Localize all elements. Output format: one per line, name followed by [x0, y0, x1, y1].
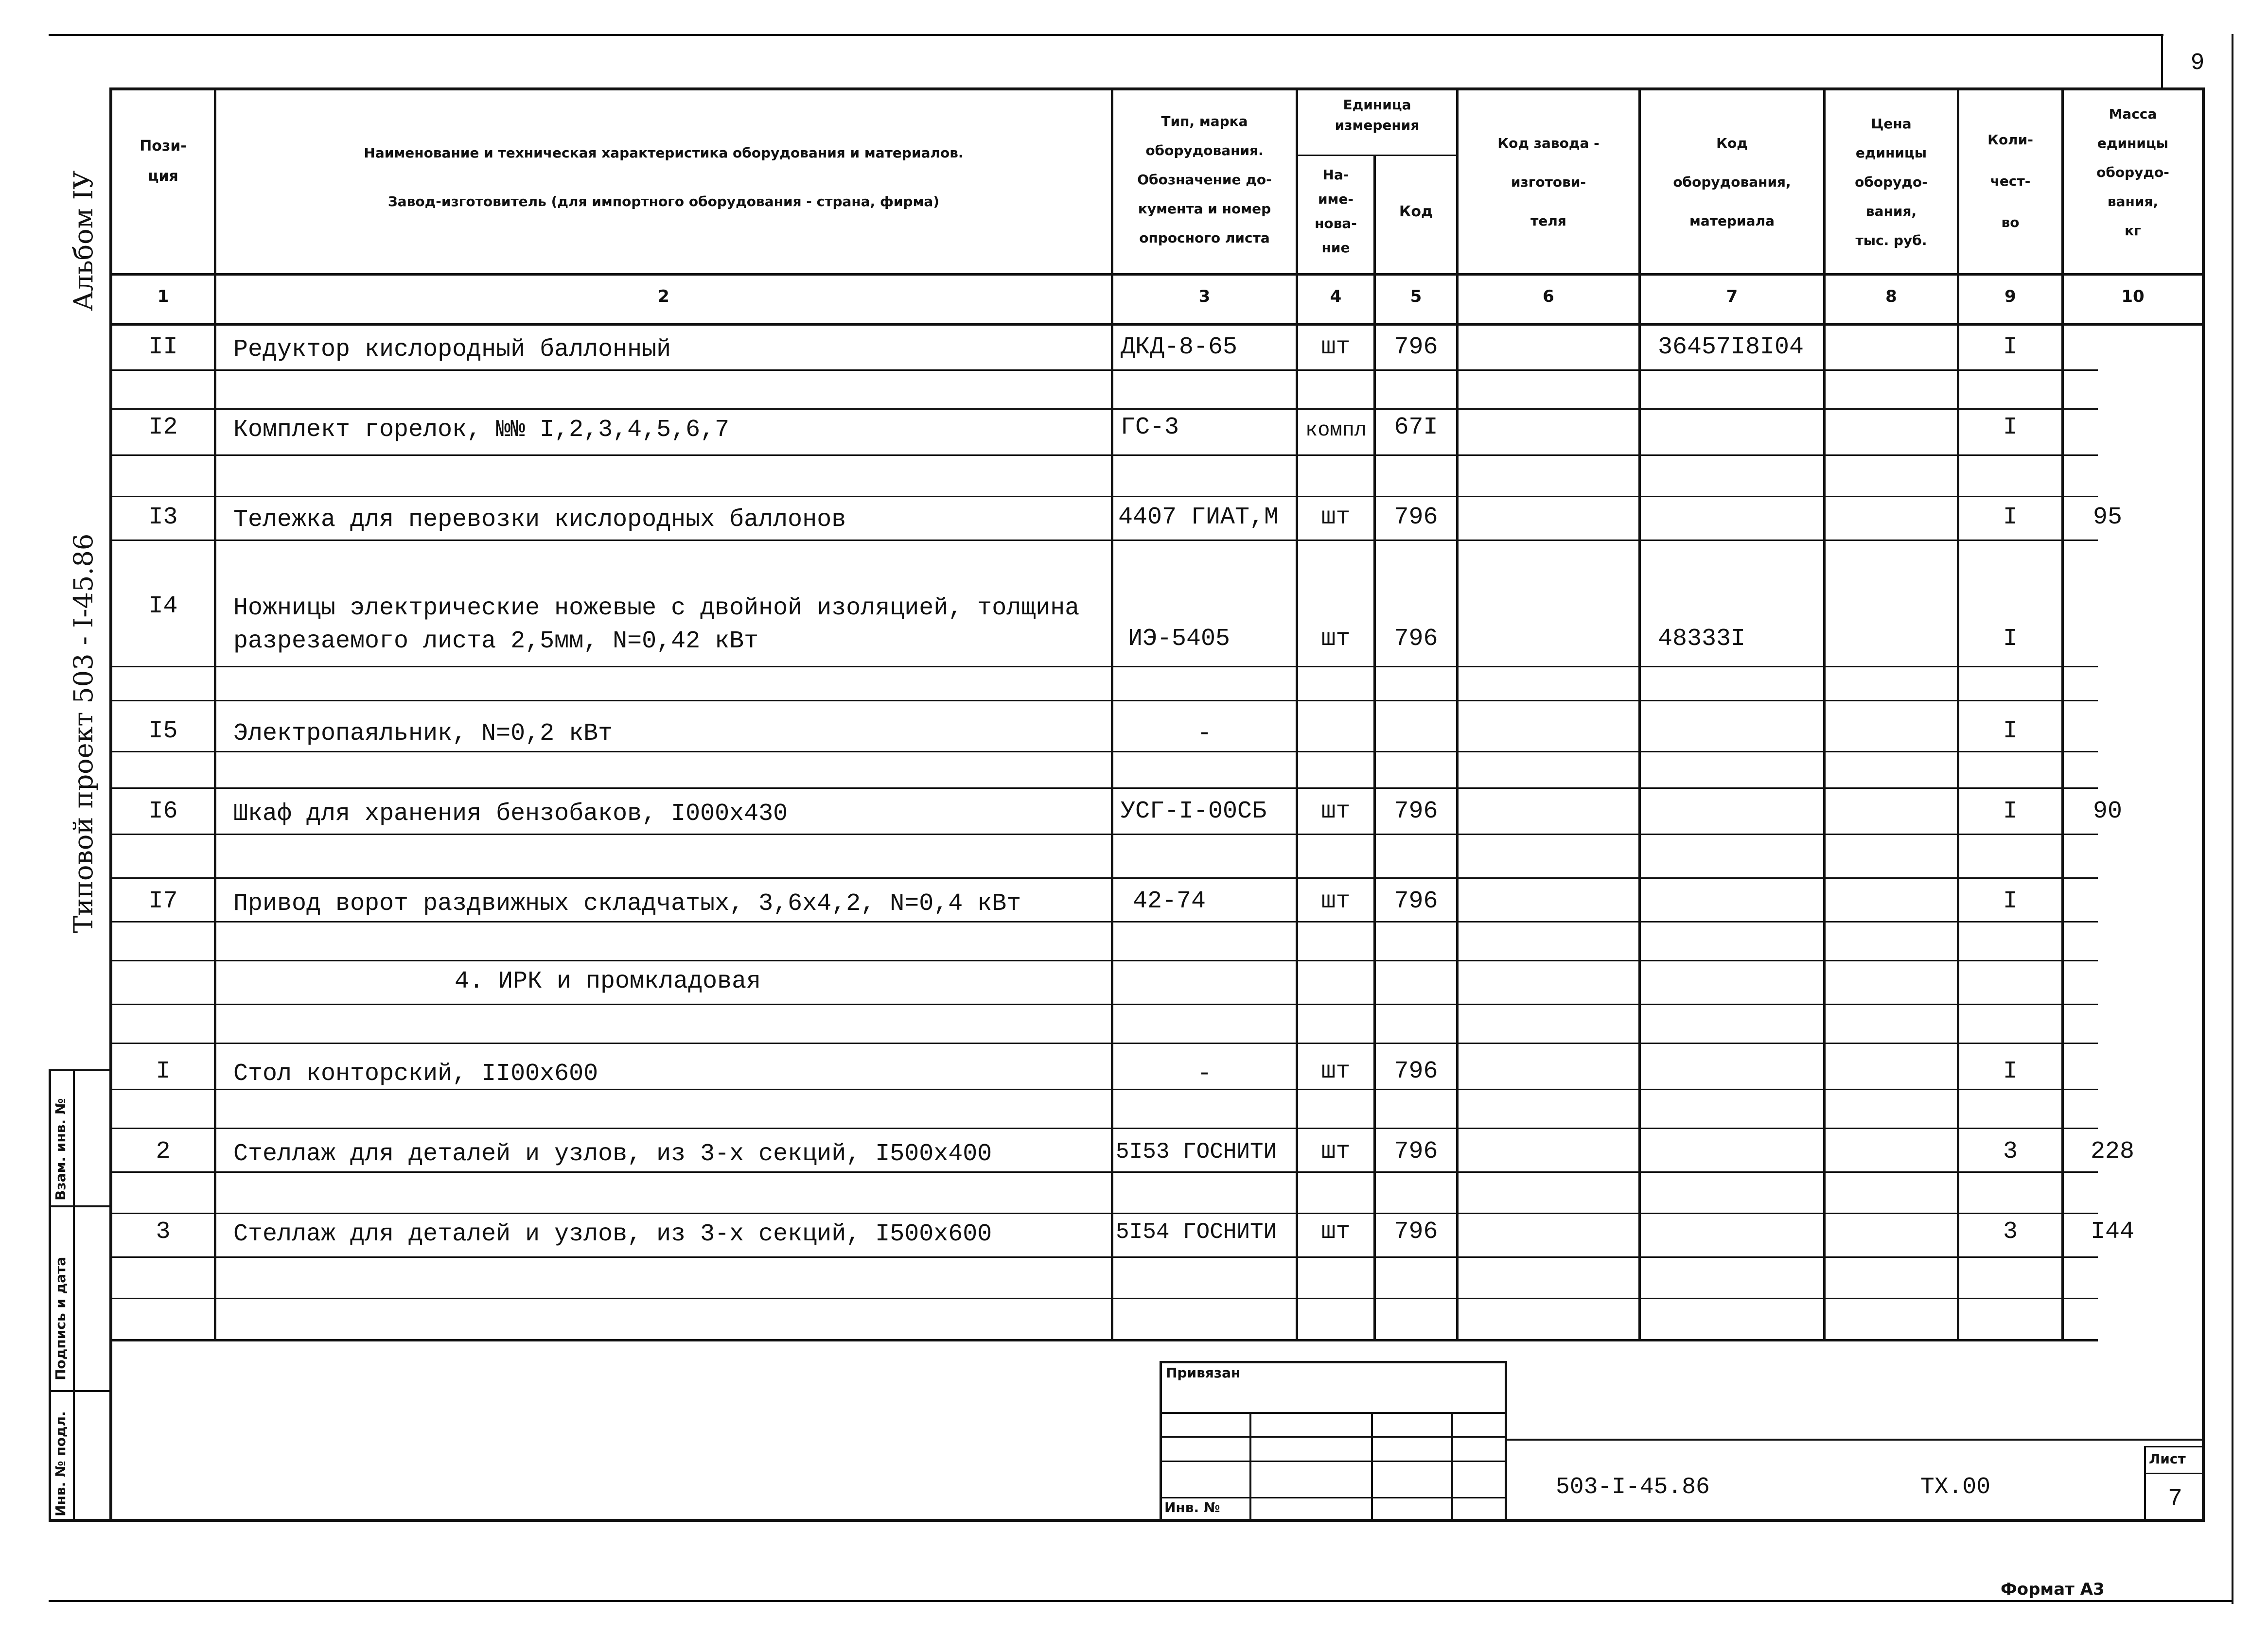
row-unit: шт	[1321, 1058, 1351, 1085]
row-code: 796	[1394, 1138, 1438, 1166]
sheet-label: Лист	[2149, 1451, 2186, 1467]
hdr-price: Цена единицы оборудо- вания, тыс. руб.	[1855, 116, 1928, 248]
row-position: II	[148, 333, 178, 361]
frame-bottom	[49, 1519, 2205, 1522]
row-qty: I	[2003, 888, 2018, 915]
frame-top	[109, 87, 2205, 90]
hdr-type: Тип, марка оборудования. Обозначение до- кумента и номер опросного листа	[1137, 113, 1272, 246]
unit-sep	[1296, 155, 1456, 156]
row-qty: 3	[2003, 1218, 2018, 1246]
row-mass: 90	[2093, 798, 2123, 825]
row-code: 796	[1394, 888, 1438, 915]
section-heading: 4. ИРК и промкладовая	[455, 968, 761, 995]
row-name: Шкаф для хранения бензобаков, I000x430	[233, 800, 788, 828]
hdr-position: Пози- ция	[140, 138, 187, 185]
row-equip-code: 48333I	[1658, 625, 1746, 653]
row-name: Ножницы электрические ножевые с двойной изоляцией, толщина	[233, 594, 1080, 622]
row-equip-code: 36457I8I04	[1658, 333, 1804, 361]
stamp-div-1	[49, 1205, 112, 1207]
stamp-strip-top	[49, 1069, 112, 1071]
row-name: Привод ворот раздвижных складчатых, 3,6x4,2, N=0,4 кВт	[233, 890, 1021, 918]
row-unit: шт	[1321, 888, 1351, 915]
inv-label: Инв. №	[1164, 1499, 1220, 1515]
document-code: 503-I-45.86	[1556, 1474, 1710, 1500]
row-qty: I	[2003, 798, 2018, 825]
row-mass: 228	[2091, 1138, 2135, 1166]
row-qty: 3	[2003, 1138, 2018, 1166]
row-qty: I	[2003, 717, 2018, 745]
row-type: -	[1197, 720, 1212, 748]
row-qty: I	[2003, 333, 2018, 361]
row-name: Редуктор кислородный баллонный	[233, 336, 671, 364]
hdr-equip-code: Код оборудования, материала	[1673, 135, 1791, 229]
row-qty: I	[2003, 414, 2018, 441]
row-position: I	[156, 1058, 171, 1085]
bottom-rule	[49, 1600, 2232, 1602]
row-qty: I	[2003, 625, 2018, 653]
row-name-cont: разрезаемого листа 2,5мм, N=0,42 кВт	[233, 627, 759, 655]
stamp-inv-orig: Инв. № подл.	[53, 1411, 69, 1516]
hdr-name: Наименование и техническая характеристика оборудования и материалов. Завод-изготовитель (для импортного оборудования - страна, фирма)	[364, 145, 964, 209]
hdr-unit-name: На- име- нова- ние	[1315, 167, 1357, 256]
hdr-qty: Коли- чест- во	[1987, 132, 2033, 230]
hdr-unit-code: Код	[1399, 203, 1433, 220]
header-line-b	[109, 323, 2205, 326]
stamp-strip-left	[49, 1069, 51, 1521]
bound-label: Привязан	[1166, 1365, 1241, 1381]
sheet-num-box-left	[2161, 34, 2163, 90]
stamp-signature-date: Подпись и дата	[53, 1256, 69, 1380]
row-position: I7	[148, 888, 178, 915]
row-position: 3	[156, 1218, 171, 1246]
row-type: -	[1197, 1060, 1212, 1088]
project-label: Типовой проект 503 - I-45.86	[68, 533, 99, 933]
row-position: I3	[148, 504, 178, 531]
row-mass: 95	[2093, 504, 2123, 531]
row-type: 42-74	[1133, 888, 1206, 915]
row-type: ИЭ-5405	[1128, 625, 1231, 653]
album-label: Альбом IУ	[68, 170, 99, 311]
row-position: I2	[148, 414, 178, 441]
row-unit: компл	[1305, 418, 1367, 442]
sheet-top-number: 9	[2190, 50, 2205, 76]
stamp-div-2	[49, 1390, 112, 1392]
row-name: Тележка для перевозки кислородных баллонов	[233, 506, 846, 534]
row-type: 4407 ГИАТ,М	[1118, 504, 1279, 531]
row-code: 67I	[1394, 414, 1438, 441]
row-mass: I44	[2091, 1218, 2135, 1246]
outer-right	[2232, 34, 2233, 1604]
hdr-unit-group: Единица измерения	[1335, 97, 1420, 133]
row-code: 796	[1394, 625, 1438, 653]
row-unit: шт	[1321, 504, 1351, 531]
top-rule	[49, 34, 2163, 36]
row-type: ГС-3	[1121, 414, 1179, 441]
row-position: 2	[156, 1138, 171, 1166]
row-qty: I	[2003, 504, 2018, 531]
row-name: Электропаяльник, N=0,2 кВт	[233, 720, 613, 748]
row-code: 796	[1394, 504, 1438, 531]
row-code: 796	[1394, 1218, 1438, 1246]
hdr-maker-code: Код завода - изготови- теля	[1497, 135, 1600, 229]
row-unit: шт	[1321, 798, 1351, 825]
row-unit: шт	[1321, 1218, 1351, 1246]
frame-right	[2202, 87, 2205, 1521]
row-type: 5I53 ГОСНИТИ	[1116, 1139, 1277, 1165]
stamp-strip-mid	[73, 1069, 75, 1521]
row-type: 5I54 ГОСНИТИ	[1116, 1219, 1277, 1245]
row-name: Стеллаж для деталей и узлов, из 3-х секций, I500x400	[233, 1140, 992, 1168]
row-unit: шт	[1321, 333, 1351, 361]
row-unit: шт	[1321, 1138, 1351, 1166]
hdr-mass: Масса единицы оборудо- вания, кг	[2096, 106, 2169, 239]
sheet-code: ТХ.00	[1920, 1474, 1991, 1500]
format-label: Формат А3	[2001, 1580, 2105, 1599]
row-type: ДКД-8-65	[1121, 333, 1238, 361]
row-name: Стеллаж для деталей и узлов, из 3-х секций, I500x600	[233, 1220, 992, 1248]
row-unit: шт	[1321, 625, 1351, 653]
sheet-number: 7	[2167, 1485, 2182, 1513]
row-code: 796	[1394, 798, 1438, 825]
row-position: I4	[148, 592, 178, 620]
row-position: I6	[148, 798, 178, 825]
row-name: Комплект горелок, №№ I,2,3,4,5,6,7	[233, 416, 730, 444]
row-type: УСГ-I-00СБ	[1121, 798, 1267, 825]
header-line-a	[109, 273, 2205, 276]
row-qty: I	[2003, 1058, 2018, 1085]
row-position: I5	[148, 717, 178, 745]
row-name: Стол конторский, II00x600	[233, 1060, 598, 1088]
stamp-replace-inv: Взам. инв. №	[53, 1098, 69, 1201]
row-code: 796	[1394, 1058, 1438, 1085]
row-code: 796	[1394, 333, 1438, 361]
